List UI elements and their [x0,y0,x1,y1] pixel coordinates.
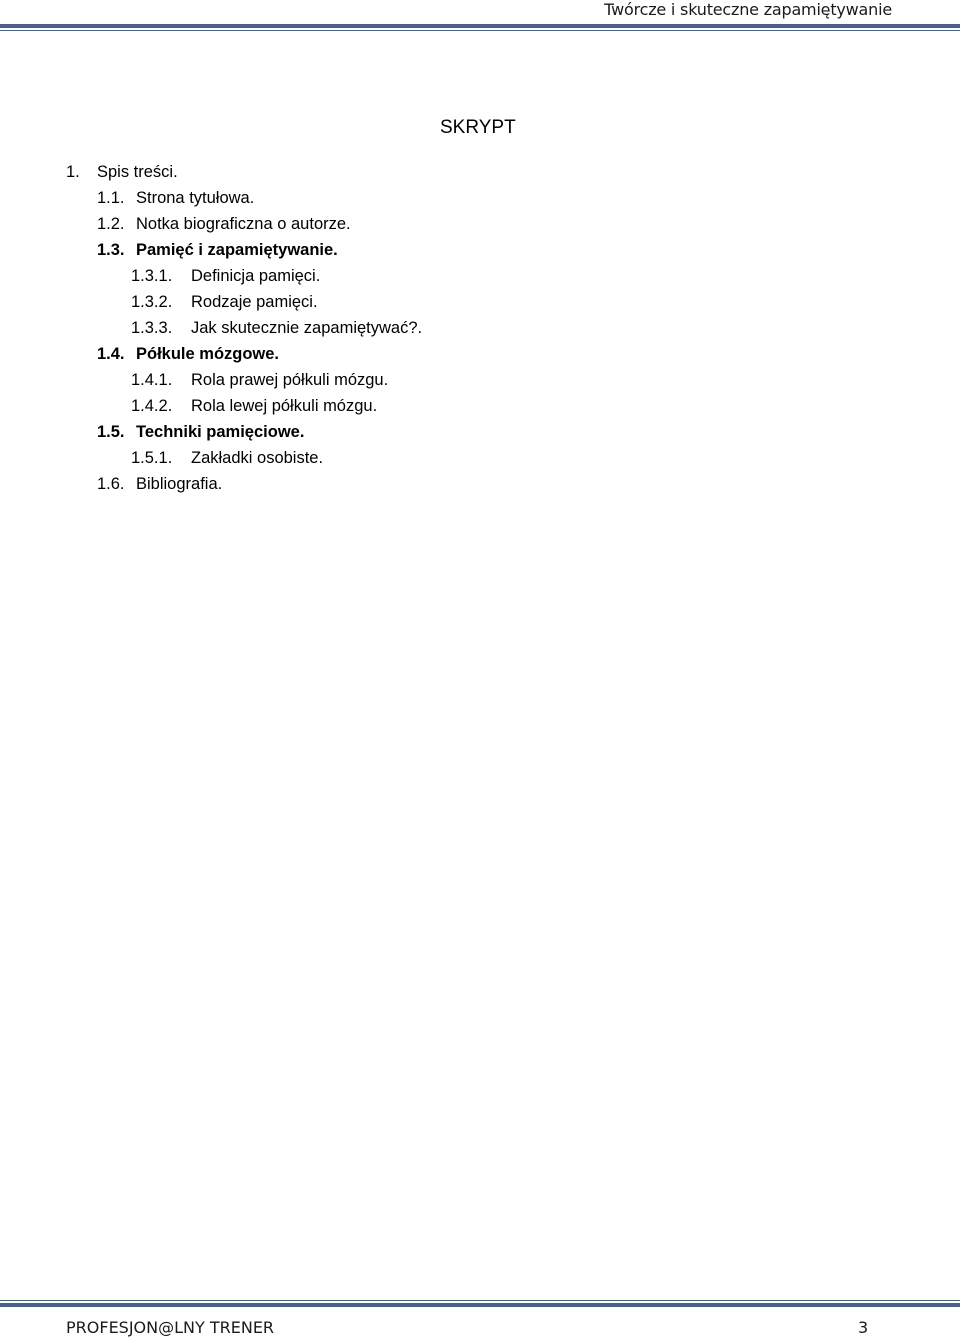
toc-item-number: 1.4.1. [131,371,173,389]
toc-item-text: Pamięć i zapamiętywanie. [136,241,338,259]
toc-item [97,214,351,234]
toc-item [97,344,279,364]
toc-item-text: Techniki pamięciowe. [136,423,305,441]
toc-item-number: 1.4.2. [131,397,173,415]
document-heading: SKRYPT [440,117,516,138]
footer-rule-thin [0,1300,960,1301]
toc-item-text: Notka biograficzna o autorze. [136,215,351,233]
toc-item [131,448,323,468]
toc-item-number: 1. [66,163,80,181]
toc-item [97,240,338,260]
toc-item-number: 1.5.1. [131,449,173,467]
toc-item [131,370,388,390]
header-title: Twórcze i skuteczne zapamiętywanie [604,0,892,19]
toc-item [97,474,222,494]
toc-item-text: Półkule mózgowe. [136,345,280,363]
toc-item-text: Spis treści. [97,163,178,181]
toc-item-text: Bibliografia. [136,475,223,493]
toc-item-number: 1.1. [97,189,125,207]
toc-item-text: Rola prawej półkuli mózgu. [191,371,389,389]
footer-text: PROFESJON@LNY TRENER [66,1318,275,1337]
toc-item-number: 1.3. [97,241,125,259]
toc-item [131,266,320,286]
header-rule-thick [0,24,960,28]
toc-item-text: Rodzaje pamięci. [191,293,318,311]
toc-item-text: Zakładki osobiste. [191,449,324,467]
toc-item-number: 1.3.3. [131,319,173,337]
footer-rule-thick [0,1303,960,1307]
toc-item-number: 1.3.2. [131,293,173,311]
page-number: 3 [858,1318,869,1337]
toc-item-number: 1.3.1. [131,267,173,285]
toc-item-text: Jak skutecznie zapamiętywać?. [191,319,423,337]
toc-item-number: 1.2. [97,215,125,233]
toc-item-text: Definicja pamięci. [191,267,321,285]
toc-item-text: Rola lewej półkuli mózgu. [191,397,378,415]
page-header [0,0,960,30]
toc-item [97,422,304,442]
header-rule-thin [0,30,960,31]
toc-item [66,162,178,182]
toc-item [97,188,254,208]
toc-item [131,396,377,416]
toc-item-number: 1.4. [97,345,125,363]
toc-item-number: 1.5. [97,423,125,441]
page-footer [0,1300,960,1340]
toc-item-number: 1.6. [97,475,125,493]
toc-item-text: Strona tytułowa. [136,189,255,207]
toc-item [131,292,318,312]
toc-item [131,318,422,338]
